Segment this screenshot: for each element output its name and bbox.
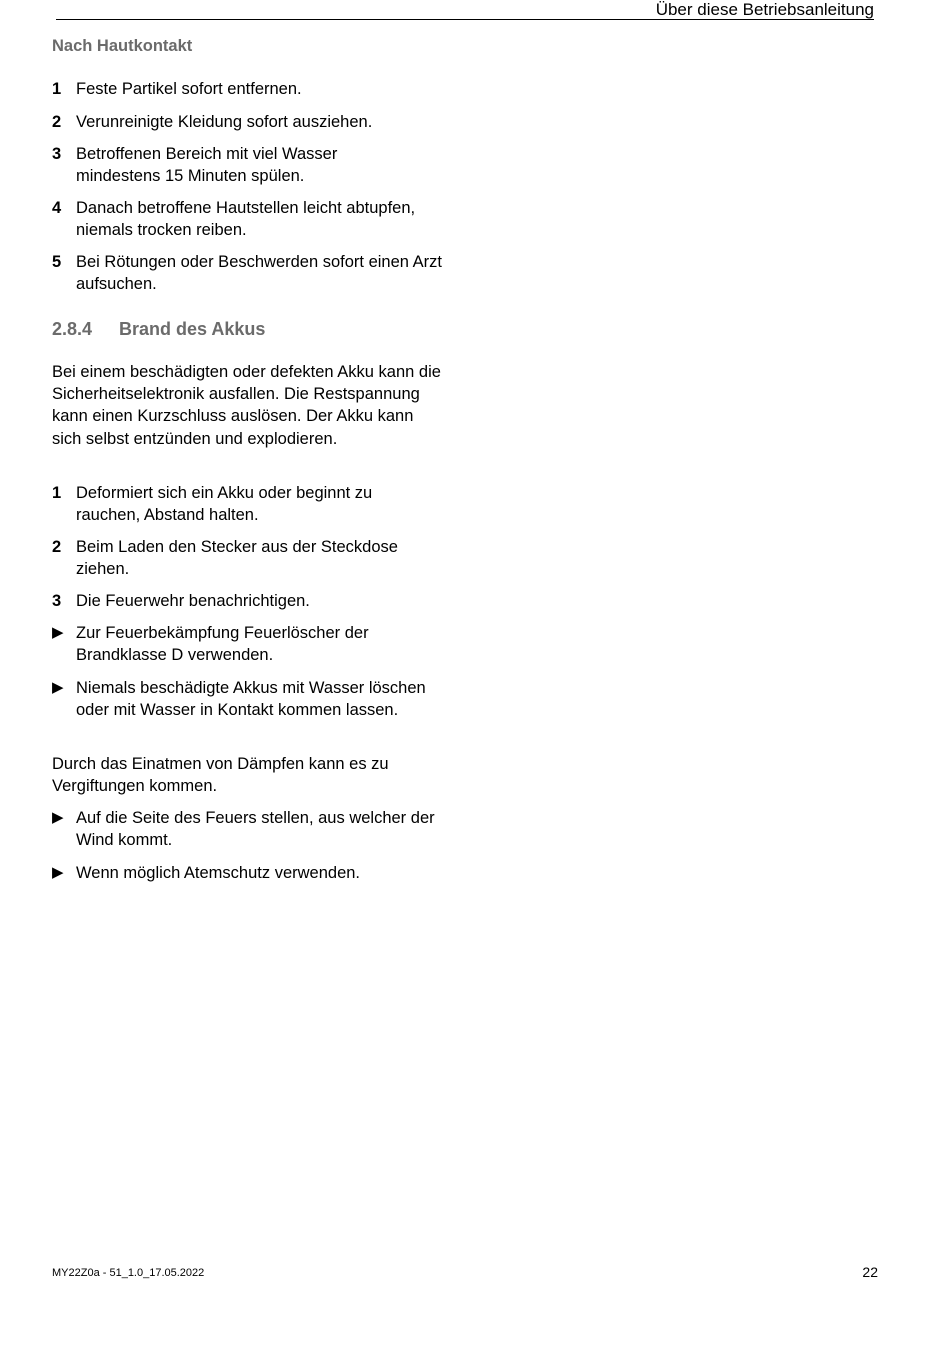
list-item <box>52 677 452 721</box>
running-header-title: Über diese Betriebsanleitung <box>655 0 874 19</box>
action-text: Niemals beschädigte Akkus mit Wasser löschen oder mit Wasser in Kontakt kommen lassen. <box>76 679 426 720</box>
action-text: Wenn möglich Atemschutz verwenden. <box>76 864 361 882</box>
action-arrow-icon: ▶ <box>52 809 64 826</box>
step-text: Betroffenen Bereich mit viel Wasser mindestens 15 Minuten spülen. <box>76 145 338 186</box>
step-number: 4 <box>52 199 62 217</box>
step-text: Danach betroffene Hautstellen leicht abtupfen, niemals trocken reiben. <box>76 199 416 240</box>
list-item <box>52 536 452 580</box>
step-number: 2 <box>52 113 62 131</box>
skin-contact-heading: Nach Hautkontakt <box>52 37 193 55</box>
list-item <box>52 197 452 241</box>
section-heading <box>52 318 265 340</box>
step-text: Die Feuerwehr benachrichtigen. <box>76 592 310 610</box>
action-arrow-icon: ▶ <box>52 864 64 881</box>
step-text: Beim Laden den Stecker aus der Steckdose ziehen. <box>76 538 398 579</box>
list-item <box>52 590 452 612</box>
step-text: Verunreinigte Kleidung sofort ausziehen. <box>76 113 373 131</box>
action-text: Zur Feuerbekämpfung Feuerlöscher der Brandklasse D verwenden. <box>76 624 369 665</box>
section-title: Brand des Akkus <box>119 319 266 339</box>
section-intro: Bei einem beschädigten oder defekten Akku kann die Sicherheitselektronik ausfallen. Die Restspannung kann einen Kurzschluss auslösen. Der Akku kann sich selbst entzünden und explodieren. <box>52 363 441 448</box>
list-item <box>52 78 452 100</box>
page-number: 22 <box>862 1264 878 1280</box>
step-number: 1 <box>52 484 62 502</box>
step-number: 3 <box>52 145 62 163</box>
action-arrow-icon: ▶ <box>52 679 64 696</box>
step-number: 3 <box>52 592 62 610</box>
action-arrow-icon: ▶ <box>52 624 64 641</box>
list-item <box>52 482 452 526</box>
step-number: 1 <box>52 80 62 98</box>
list-item <box>52 143 452 187</box>
fumes-note: Durch das Einatmen von Dämpfen kann es zu Vergiftungen kommen. <box>52 755 389 796</box>
section-number: 2.8.4 <box>52 319 93 339</box>
list-item <box>52 251 452 295</box>
footer-document-id: MY22Z0a - 51_1.0_17.05.2022 <box>52 1267 205 1279</box>
step-number: 5 <box>52 253 62 271</box>
action-text: Auf die Seite des Feuers stellen, aus welcher der Wind kommt. <box>76 809 435 850</box>
step-text: Feste Partikel sofort entfernen. <box>76 80 302 98</box>
list-item <box>52 111 452 133</box>
list-item <box>52 862 452 884</box>
header-divider <box>56 19 874 20</box>
step-text: Deformiert sich ein Akku oder beginnt zu rauchen, Abstand halten. <box>76 484 373 525</box>
list-item <box>52 622 452 666</box>
list-item <box>52 807 452 851</box>
step-text: Bei Rötungen oder Beschwerden sofort einen Arzt aufsuchen. <box>76 253 442 294</box>
step-number: 2 <box>52 538 62 556</box>
